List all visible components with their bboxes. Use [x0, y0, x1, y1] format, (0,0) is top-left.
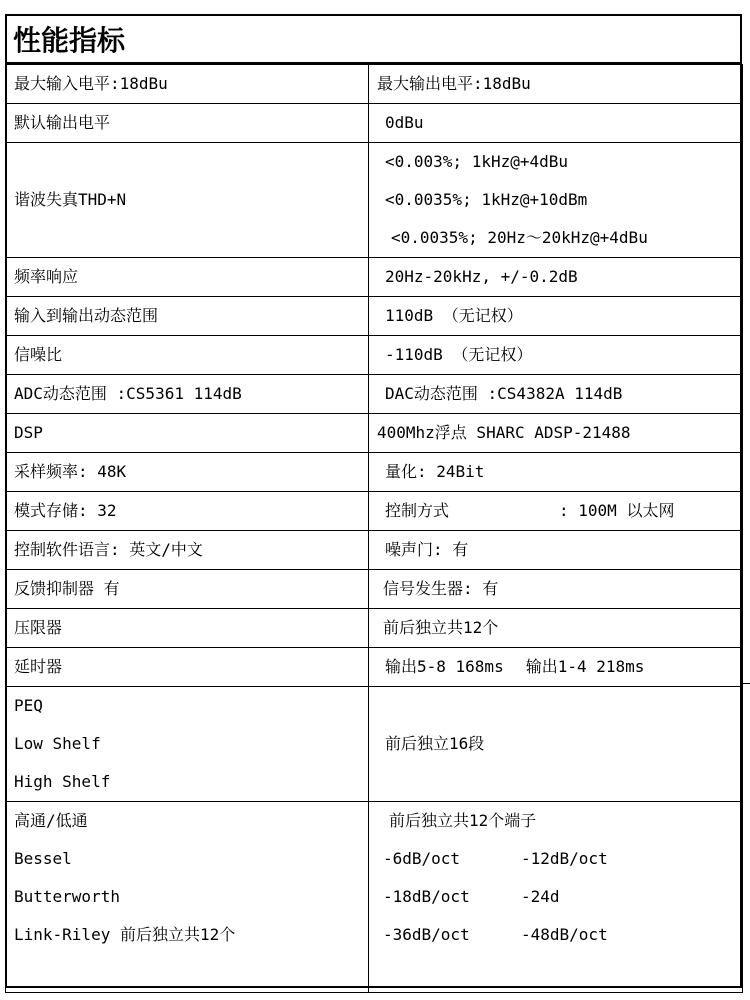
filter-slope-row: [383, 916, 742, 954]
spec-table: [5, 64, 743, 993]
spec-label: 频率响应: [6, 258, 369, 297]
table-row: [6, 143, 743, 258]
spec-value: 400Mhz浮点 SHARC ADSP-21488: [369, 414, 743, 453]
filter-slope-a: -36dB/oct: [383, 925, 470, 944]
spec-label: 延时器: [6, 648, 369, 687]
filter-slope-a: -18dB/oct: [383, 887, 470, 906]
table-row: [6, 802, 743, 993]
spec-label-multiline: [6, 802, 369, 993]
table-row: [6, 687, 743, 802]
filter-slope-b: -24d: [521, 887, 560, 906]
filter-slope-row: [383, 840, 742, 878]
table-row: [6, 104, 743, 143]
page-title: 性能指标: [5, 14, 742, 64]
spec-value: 前后独立共12个: [369, 609, 743, 648]
filter-slope-b: -12dB/oct: [521, 849, 608, 868]
spec-label: 模式存储: 32: [6, 492, 369, 531]
spec-value: 噪声门: 有: [369, 531, 743, 570]
peq-line: High Shelf: [14, 772, 111, 791]
spec-value: 110dB （无记权）: [369, 297, 743, 336]
spec-value: 前后独立16段: [369, 687, 743, 802]
delay-output-5-8: 输出5-8 168ms: [385, 657, 504, 676]
spec-label: 默认输出电平: [6, 104, 369, 143]
table-row: [6, 375, 743, 414]
spec-value: -110dB （无记权）: [369, 336, 743, 375]
spec-value: DAC动态范围 :CS4382A 114dB: [369, 375, 743, 414]
filter-line: 高通/低通: [14, 811, 88, 830]
spec-label: 压限器: [6, 609, 369, 648]
table-row: [6, 648, 743, 687]
filter-slope-b: -48dB/oct: [521, 925, 608, 944]
delay-output-1-4: 输出1-4 218ms: [525, 657, 645, 676]
filter-line: 前后独立共12个端子: [389, 811, 537, 830]
spec-label: ADC动态范围 :CS5361 114dB: [6, 375, 369, 414]
peq-line: Low Shelf: [14, 734, 101, 753]
spec-value: 20Hz-20kHz, +/-0.2dB: [369, 258, 743, 297]
spec-label: 最大输入电平:18dBu: [6, 65, 369, 104]
spec-label: 信噪比: [6, 336, 369, 375]
blank-line: [383, 954, 742, 992]
spec-label-multiline: [6, 687, 369, 802]
table-row: [6, 531, 743, 570]
spec-label: 采样频率: 48K: [6, 453, 369, 492]
blank-line: [14, 954, 368, 992]
filter-slope-row: [383, 878, 742, 916]
thd-line: <0.003%; 1kHz@+4dBu: [385, 152, 569, 171]
table-row: [6, 414, 743, 453]
spec-value-multiline: [369, 143, 743, 258]
spec-value: 最大输出电平:18dBu: [369, 65, 743, 104]
table-row: [6, 258, 743, 297]
thd-line: <0.0035%; 20Hz〜20kHz@+4dBu: [391, 228, 648, 247]
peq-line: PEQ: [14, 696, 43, 715]
filter-line: Bessel: [14, 849, 72, 868]
filter-line: Butterworth: [14, 887, 120, 906]
spec-label: 输入到输出动态范围: [6, 297, 369, 336]
spec-label: 控制软件语言: 英文/中文: [6, 531, 369, 570]
spec-value: [369, 492, 743, 531]
spec-value: [369, 648, 743, 687]
table-row: [6, 297, 743, 336]
spec-label: DSP: [6, 414, 369, 453]
table-row: [6, 336, 743, 375]
control-method-value: : 100M 以太网: [559, 501, 675, 520]
control-method-label: 控制方式: [385, 501, 450, 520]
spec-label: 谐波失真THD+N: [6, 143, 369, 258]
table-row: [6, 65, 743, 104]
thd-line: <0.0035%; 1kHz@+10dBm: [385, 190, 588, 209]
spec-value: 0dBu: [369, 104, 743, 143]
spec-value: 量化: 24Bit: [369, 453, 743, 492]
table-row: [6, 570, 743, 609]
filter-slope-a: -6dB/oct: [383, 849, 461, 868]
spec-value-multiline: [369, 802, 743, 993]
edge-mark: [742, 683, 750, 684]
table-row: [6, 492, 743, 531]
table-row: [6, 609, 743, 648]
spec-value: 信号发生器: 有: [369, 570, 743, 609]
spec-label: 反馈抑制器 有: [6, 570, 369, 609]
table-row: [6, 453, 743, 492]
filter-line: Link-Riley 前后独立共12个: [14, 925, 236, 944]
